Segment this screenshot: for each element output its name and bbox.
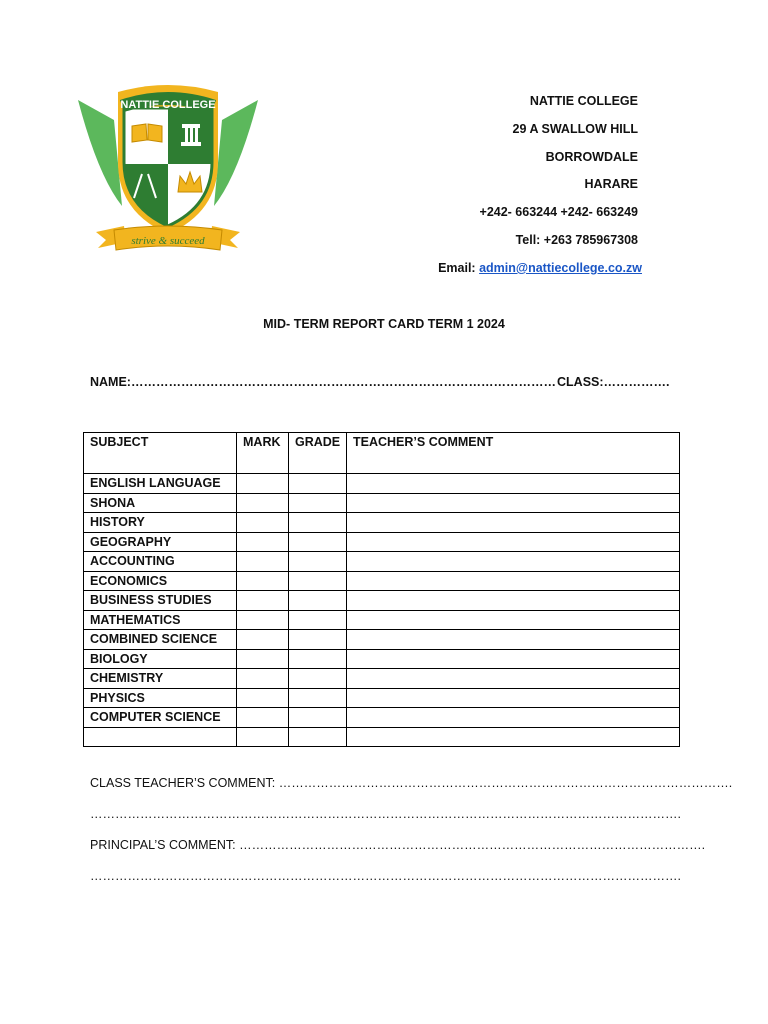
teacher-comment-cell[interactable] bbox=[347, 727, 680, 747]
principal-comment-continued[interactable]: ……………………………………………………………………………………………………………………………. bbox=[90, 869, 681, 883]
table-row bbox=[84, 688, 680, 708]
subject-cell: BIOLOGY bbox=[84, 649, 237, 669]
grade-cell[interactable] bbox=[289, 610, 347, 630]
subject-cell: SHONA bbox=[84, 493, 237, 513]
teacher-comment-cell[interactable] bbox=[347, 591, 680, 611]
email-link[interactable]: admin@nattiecollege.co.zw bbox=[479, 260, 642, 275]
subject-cell: PHYSICS bbox=[84, 688, 237, 708]
subject-cell: ECONOMICS bbox=[84, 571, 237, 591]
table-row bbox=[84, 474, 680, 494]
teacher-comment-cell[interactable] bbox=[347, 571, 680, 591]
mark-cell[interactable] bbox=[237, 474, 289, 494]
table-row bbox=[84, 532, 680, 552]
address-line-2: BORROWDALE bbox=[545, 149, 638, 164]
subject-cell: BUSINESS STUDIES bbox=[84, 591, 237, 611]
teacher-comment-cell[interactable] bbox=[347, 688, 680, 708]
class-teacher-comment[interactable]: CLASS TEACHER’S COMMENT: ………………………………………………………………………………………………. bbox=[90, 776, 733, 790]
mark-cell[interactable] bbox=[237, 630, 289, 650]
address-city: HARARE bbox=[584, 177, 638, 192]
grade-cell[interactable] bbox=[289, 688, 347, 708]
subjects-table bbox=[83, 432, 680, 747]
subject-cell: MATHEMATICS bbox=[84, 610, 237, 630]
teacher-comment-cell[interactable] bbox=[347, 493, 680, 513]
table-header-row bbox=[84, 433, 680, 474]
mark-cell[interactable] bbox=[237, 532, 289, 552]
subject-cell bbox=[84, 727, 237, 747]
teacher-comment-cell[interactable] bbox=[347, 513, 680, 533]
mark-cell[interactable] bbox=[237, 591, 289, 611]
mark-cell[interactable] bbox=[237, 610, 289, 630]
email-label: Email: bbox=[438, 260, 480, 275]
teacher-comment-cell[interactable] bbox=[347, 630, 680, 650]
header-grade: GRADE bbox=[289, 433, 347, 474]
report-title: MID- TERM REPORT CARD TERM 1 2024 bbox=[263, 317, 505, 331]
grade-cell[interactable] bbox=[289, 571, 347, 591]
principal-comment[interactable]: PRINCIPAL’S COMMENT: …………………………………………………………………………………………………. bbox=[90, 838, 706, 852]
table-row bbox=[84, 571, 680, 591]
header-subject: SUBJECT bbox=[84, 433, 237, 474]
teacher-comment-cell[interactable] bbox=[347, 532, 680, 552]
subject-cell: COMPUTER SCIENCE bbox=[84, 708, 237, 728]
teacher-comment-cell[interactable] bbox=[347, 552, 680, 572]
subject-cell: ENGLISH LANGUAGE bbox=[84, 474, 237, 494]
table-row bbox=[84, 552, 680, 572]
teacher-comment-cell[interactable] bbox=[347, 708, 680, 728]
grade-cell[interactable] bbox=[289, 474, 347, 494]
school-name: NATTIE COLLEGE bbox=[529, 94, 638, 108]
email-line bbox=[438, 255, 642, 283]
mark-cell[interactable] bbox=[237, 493, 289, 513]
class-field[interactable]: CLASS:……………. bbox=[557, 375, 670, 389]
subject-cell: COMBINED SCIENCE bbox=[84, 630, 237, 650]
right-leaf-icon bbox=[214, 100, 258, 206]
table-row bbox=[84, 630, 680, 650]
grade-cell[interactable] bbox=[289, 493, 347, 513]
mark-cell[interactable] bbox=[237, 649, 289, 669]
grade-cell[interactable] bbox=[289, 591, 347, 611]
subject-cell: GEOGRAPHY bbox=[84, 532, 237, 552]
mark-cell[interactable] bbox=[237, 669, 289, 689]
school-address-block bbox=[438, 88, 642, 283]
mark-cell[interactable] bbox=[237, 727, 289, 747]
name-field[interactable]: NAME:………………………………………………………………………………………… bbox=[90, 375, 556, 389]
grade-cell[interactable] bbox=[289, 532, 347, 552]
grade-cell[interactable] bbox=[289, 649, 347, 669]
crest-motto: strive & succeed bbox=[131, 235, 205, 247]
subject-cell: ACCOUNTING bbox=[84, 552, 237, 572]
teacher-comment-cell[interactable] bbox=[347, 610, 680, 630]
mark-cell[interactable] bbox=[237, 552, 289, 572]
table-row bbox=[84, 669, 680, 689]
teacher-comment-cell[interactable] bbox=[347, 649, 680, 669]
table-row bbox=[84, 493, 680, 513]
mark-cell[interactable] bbox=[237, 571, 289, 591]
table-body bbox=[84, 474, 680, 747]
table-row bbox=[84, 610, 680, 630]
grade-cell[interactable] bbox=[289, 513, 347, 533]
table-row bbox=[84, 649, 680, 669]
teacher-comment-cell[interactable] bbox=[347, 474, 680, 494]
table-row bbox=[84, 513, 680, 533]
address-line-1: 29 A SWALLOW HILL bbox=[512, 121, 638, 136]
mark-cell[interactable] bbox=[237, 513, 289, 533]
grade-cell[interactable] bbox=[289, 669, 347, 689]
subject-cell: HISTORY bbox=[84, 513, 237, 533]
grade-cell[interactable] bbox=[289, 630, 347, 650]
tell-number: Tell: +263 785967308 bbox=[515, 232, 638, 247]
phone-numbers: +242- 663244 +242- 663249 bbox=[479, 205, 638, 220]
left-leaf-icon bbox=[78, 100, 122, 206]
table-row bbox=[84, 708, 680, 728]
crest-title: NATTIE COLLEGE bbox=[120, 99, 216, 111]
class-teacher-comment-continued[interactable]: ……………………………………………………………………………………………………………………………. bbox=[90, 807, 681, 821]
table-row bbox=[84, 727, 680, 747]
teacher-comment-cell[interactable] bbox=[347, 669, 680, 689]
school-crest-logo bbox=[62, 66, 282, 262]
mark-cell[interactable] bbox=[237, 688, 289, 708]
grade-cell[interactable] bbox=[289, 552, 347, 572]
subject-cell: CHEMISTRY bbox=[84, 669, 237, 689]
header-mark: MARK bbox=[237, 433, 289, 474]
grade-cell[interactable] bbox=[289, 708, 347, 728]
grade-cell[interactable] bbox=[289, 727, 347, 747]
mark-cell[interactable] bbox=[237, 708, 289, 728]
header-teacher-comment: TEACHER’S COMMENT bbox=[347, 433, 680, 474]
table-row bbox=[84, 591, 680, 611]
